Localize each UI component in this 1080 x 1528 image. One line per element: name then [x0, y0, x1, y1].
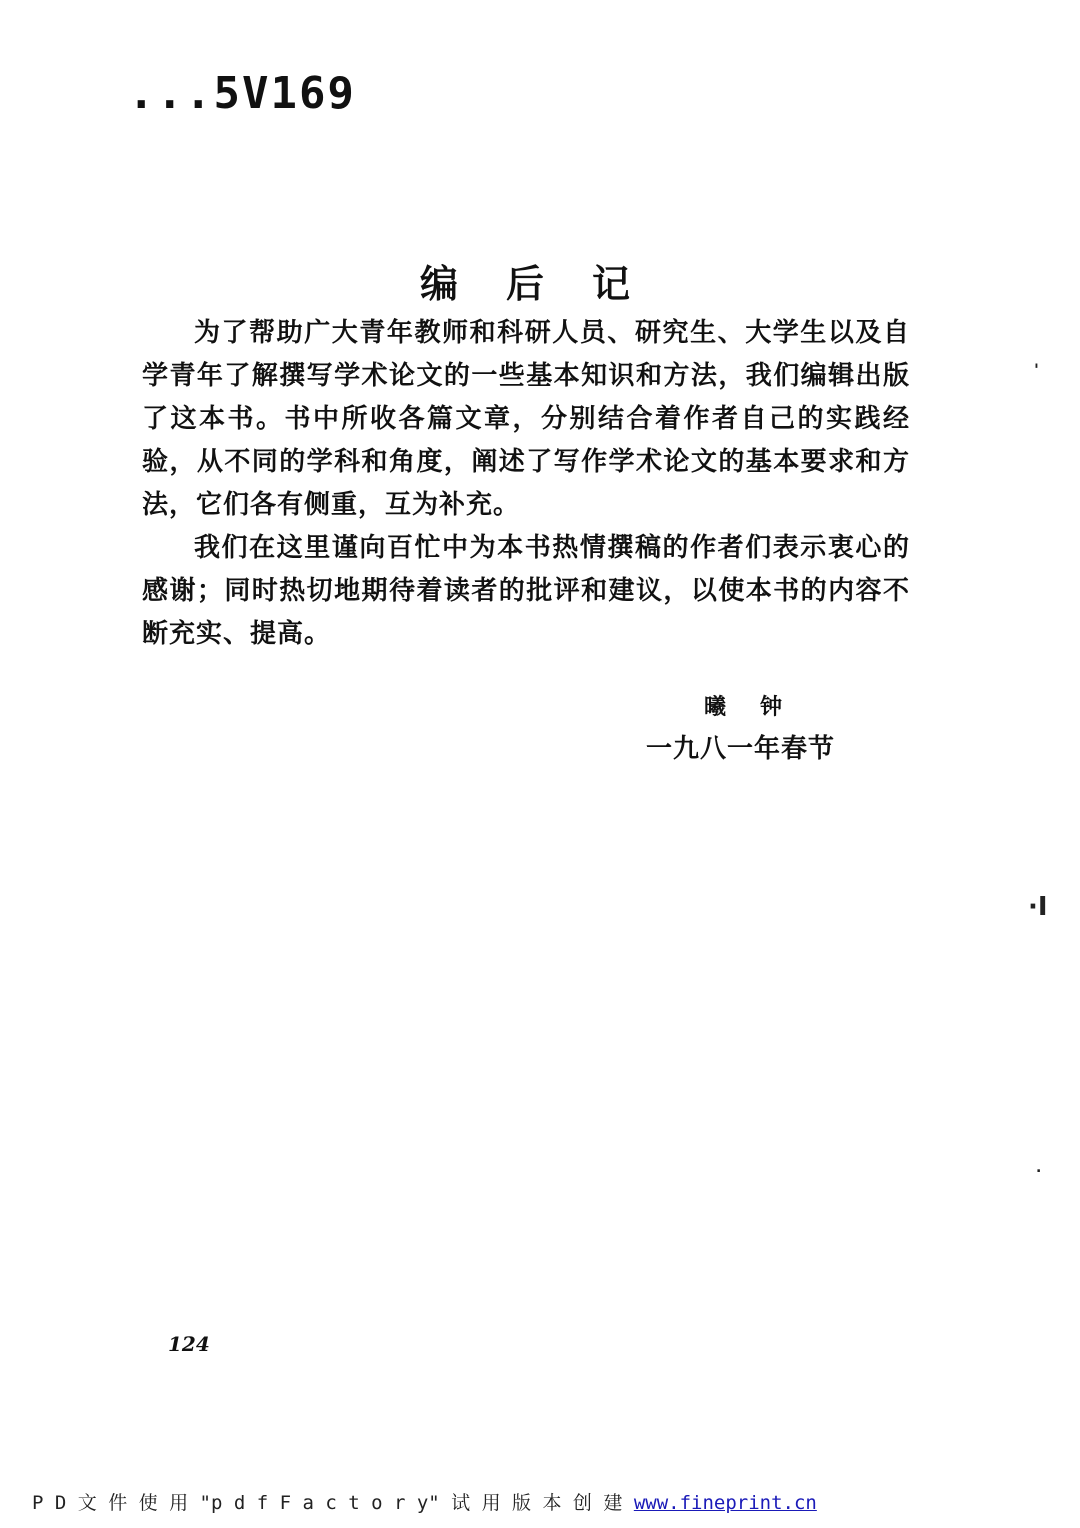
footer-link[interactable]: www.fineprint.cn [633, 1492, 817, 1514]
paragraph: 我们在这里谨向百忙中为本书热情撰稿的作者们表示衷心的感谢；同时热切地期待着读者的批评和建议，以使本书的内容不断充实、提高。 [142, 533, 910, 649]
body-text [142, 312, 910, 656]
catalog-number: ...5V169 [128, 68, 356, 119]
margin-mark: . [1036, 1160, 1042, 1176]
margin-mark: ' [1034, 360, 1039, 379]
paragraph: 为了帮助广大青年教师和科研人员、研究生、大学生以及自学青年了解撰写学术论文的一些基本知识和方法，我们编辑出版了这本书。书中所收各篇文章，分别结合着作者自己的实践经验，从不同的学科和角度，阐述了写作学术论文的基本要求和方法，它们各有侧重，互为补充。 [142, 318, 910, 520]
page-number: 124 [168, 1332, 210, 1356]
margin-mark: ·I [1028, 892, 1048, 922]
signature-date: 一九八一年春节 [646, 734, 836, 764]
footer-text: P D 文 件 使 用 "p d f F a c t o r y" 试 用 版 本 创 建 [32, 1492, 634, 1514]
page-title: 编后记 [419, 261, 678, 307]
pdf-footer [32, 1488, 817, 1515]
signature-name: 曦钟 [704, 694, 817, 720]
